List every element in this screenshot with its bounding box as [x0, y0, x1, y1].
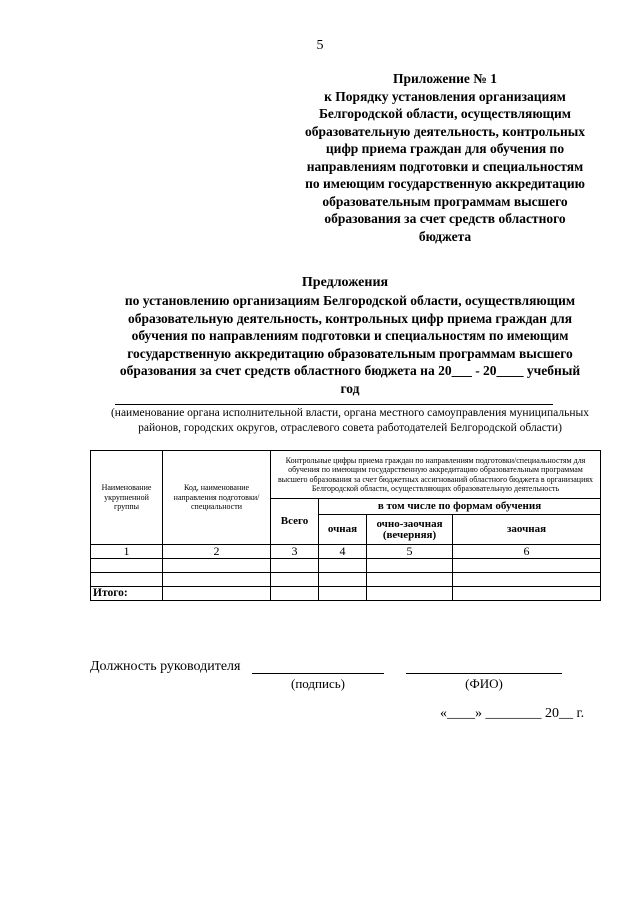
- col-header-part-time: очно-заочная (вечерняя): [367, 515, 453, 545]
- total-row-label: Итого:: [91, 587, 163, 601]
- caption-line: (наименование органа исполнительной власти, органа местного самоуправления муниципальных: [110, 407, 590, 419]
- appendix-line: цифр приема граждан для обучения по: [325, 141, 565, 156]
- proposal-line: обучения по направлениям подготовки и специальностям по имеющим: [131, 328, 569, 343]
- table-cell[interactable]: [319, 559, 367, 573]
- page-number: 5: [316, 38, 324, 53]
- table-cell[interactable]: [367, 573, 453, 587]
- col-header-extramural: заочная: [453, 515, 601, 545]
- table-cell[interactable]: [319, 587, 367, 601]
- table-cell: 6: [453, 545, 601, 559]
- table-cell: 4: [319, 545, 367, 559]
- appendix-line: Приложение № 1: [393, 71, 497, 86]
- name-caption: (ФИО): [465, 676, 503, 691]
- proposal-description: [80, 292, 620, 397]
- appendix-line: к Порядку установления организациям: [324, 88, 566, 104]
- table-cell[interactable]: [91, 559, 163, 573]
- table-cell[interactable]: [367, 587, 453, 601]
- appendix-line: образовательную деятельность, контрольных: [304, 123, 586, 139]
- proposal-line: год: [340, 380, 360, 396]
- col-header-quota-group: Контрольные цифры приема граждан по направлениям подготовки/специальностям для обучения по имеющим государственную аккредитацию образовательным программам высшего образования за счет бюджетных ассигнований областного бюджета в организациях Белгородской области, осуществляющих образовательную деятельность: [271, 451, 601, 499]
- table-cell[interactable]: [367, 559, 453, 573]
- table-row-total[interactable]: [91, 587, 601, 601]
- proposal-line: по установлению организациям Белгородской области, осуществляющим: [124, 293, 576, 308]
- table-cell[interactable]: [271, 587, 319, 601]
- signature-line[interactable]: [252, 673, 384, 674]
- appendix-line: образования за счет средств областного: [324, 211, 566, 226]
- caption-line: районов, городских округов, отраслевого совета работодателей Белгородской области): [138, 422, 562, 434]
- proposal-line: образовательную деятельность, контрольных цифр приема граждан для: [127, 310, 573, 326]
- table-cell[interactable]: [453, 587, 601, 601]
- org-name-caption: [80, 406, 620, 436]
- table-cell: 3: [271, 545, 319, 559]
- table-cell[interactable]: [453, 559, 601, 573]
- table-cell[interactable]: [271, 573, 319, 587]
- table-cell[interactable]: [163, 559, 271, 573]
- proposal-title: Предложения: [301, 275, 389, 290]
- signature-caption: (подпись): [291, 676, 345, 691]
- org-name-line[interactable]: [115, 404, 553, 405]
- table-cell[interactable]: [453, 573, 601, 587]
- table-cell[interactable]: [271, 559, 319, 573]
- quota-table: [90, 450, 601, 601]
- name-line[interactable]: [406, 673, 562, 674]
- appendix-line: по имеющим государственную аккредитацию: [305, 176, 585, 191]
- date-field[interactable]: «____» ________ 20__ г.: [440, 706, 585, 721]
- appendix-line: Белгородской области, осуществляющим: [318, 106, 572, 121]
- col-header-group-name: Наименование укрупненной группы: [91, 451, 163, 545]
- appendix-line: направлениям подготовки и специальностям: [306, 158, 584, 174]
- table-cell: 2: [163, 545, 271, 559]
- proposal-line: государственную аккредитацию образовательным программам высшего: [127, 345, 573, 361]
- table-cell[interactable]: [319, 573, 367, 587]
- position-label: Должность руководителя: [90, 659, 241, 674]
- table-row-numbers: [91, 545, 601, 559]
- proposal-line: образования за счет средств областного бюджета на 20___ - 20____ учебный: [119, 363, 581, 378]
- table-cell: 1: [91, 545, 163, 559]
- table-cell[interactable]: [163, 587, 271, 601]
- table-row[interactable]: [91, 559, 601, 573]
- table-cell: 5: [367, 545, 453, 559]
- col-header-code-name: Код, наименование направления подготовки/ специальности: [163, 451, 271, 545]
- appendix-line: бюджета: [418, 228, 472, 244]
- col-header-forms: в том числе по формам обучения: [319, 499, 601, 515]
- col-header-full-time: очная: [319, 515, 367, 545]
- appendix-line: образовательным программам высшего: [322, 193, 568, 209]
- appendix-header: [285, 70, 605, 245]
- col-header-total: Всего: [271, 499, 319, 545]
- table-row[interactable]: [91, 573, 601, 587]
- table-cell[interactable]: [91, 573, 163, 587]
- table-cell[interactable]: [163, 573, 271, 587]
